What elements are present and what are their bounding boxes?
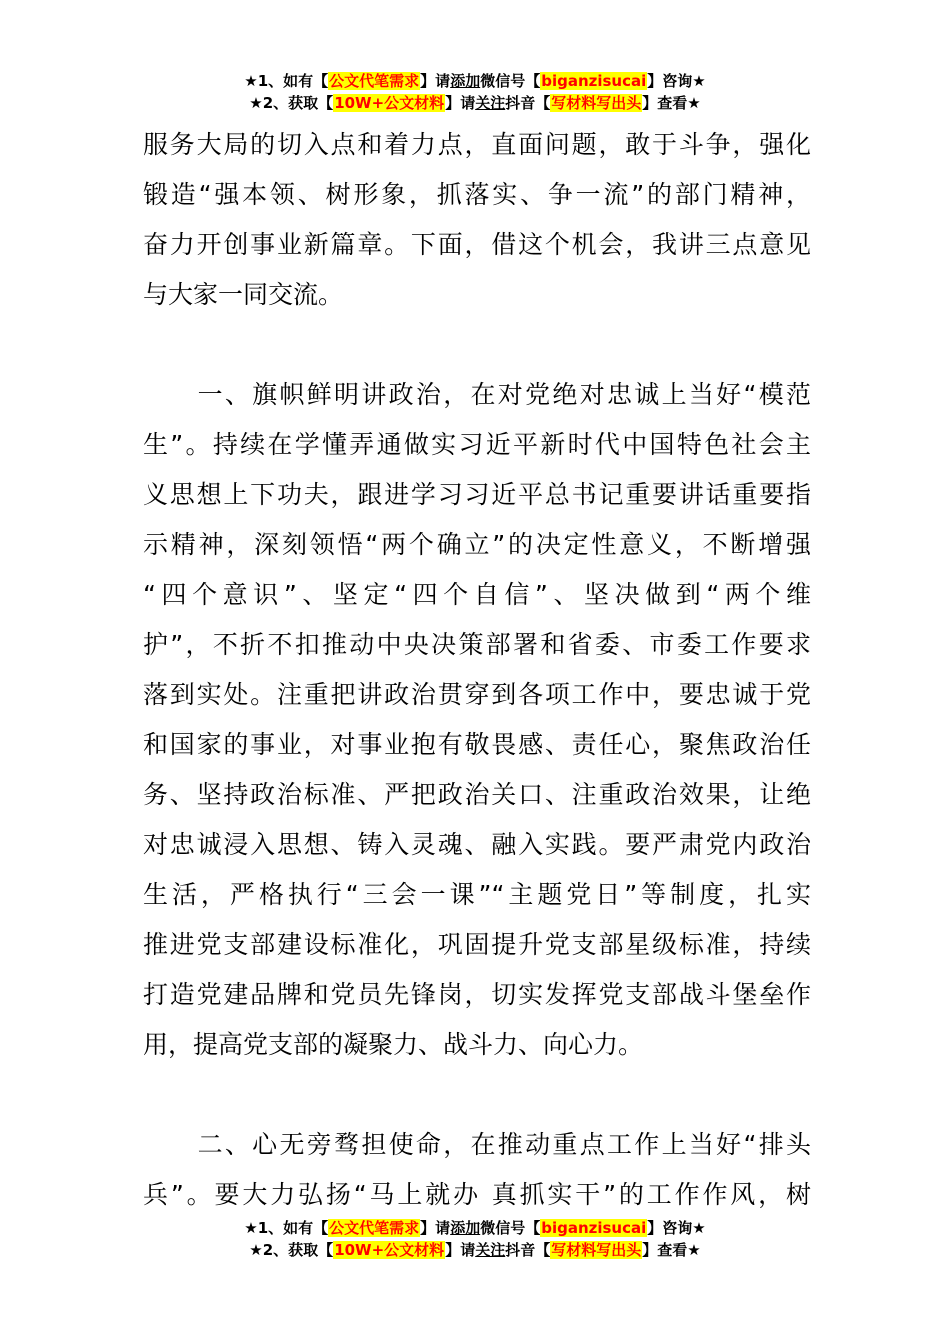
footer-banner [0,1217,950,1261]
footer-banner-line-2: ★2、获取【10W+公文材料】请关注抖音【写材料写出头】查看★ [249,1241,701,1259]
star-icon: ★ [249,94,263,112]
header-banner-line-2: ★2、获取【10W+公文材料】请关注抖音【写材料写出头】查看★ [249,94,701,112]
body-line: 对忠诚浸入思想、铸入灵魂、融入实践。要严肃党内政治 [143,830,811,859]
body-line: “四个意识”、坚定“四个自信”、坚决做到“两个维 [143,580,811,609]
body-line: 用，提高党支部的凝聚力、战斗力、向心力。 [143,1030,644,1059]
body-line: 服务大局的切入点和着力点，直面问题，敢于斗争，强化 [143,130,811,159]
materials-highlight: 10W+公文材料 [334,1241,445,1259]
paragraph-gap [143,1070,811,1120]
body-line: 奋力开创事业新篇章。下面，借这个机会，我讲三点意见 [143,230,811,259]
body-line: 生活，严格执行“三会一课”“主题党日”等制度，扎实 [143,880,811,909]
section-heading-line: 二、心无旁骛担使命，在推动重点工作上当好“排头 [143,1130,811,1159]
body-line: 和国家的事业，对事业抱有敬畏感、责任心，聚焦政治任 [143,730,811,759]
douyin-id-highlight: 写材料写出头 [551,1241,642,1259]
header-banner [0,70,950,114]
star-icon: ★ [249,1241,263,1259]
section-heading-line: 一、旗帜鲜明讲政治，在对党绝对忠诚上当好“模范 [143,380,811,409]
materials-highlight: 10W+公文材料 [334,94,445,112]
wechat-id-highlight: biganzisucai [541,72,647,90]
body-line: 义思想上下功夫，跟进学习习近平总书记重要讲话重要指 [143,480,811,509]
body-line: 示精神，深刻领悟“两个确立”的决定性意义，不断增强 [143,530,811,559]
wechat-id-highlight: biganzisucai [541,1219,647,1237]
body-line: 生”。持续在学懂弄通做实习近平新时代中国特色社会主 [143,430,811,459]
body-line: 护”，不折不扣推动中央决策部署和省委、市委工作要求 [143,630,811,659]
body-line: 锻造“强本领、树形象，抓落实、争一流”的部门精神， [143,180,811,209]
star-icon: ★ [244,1219,258,1237]
paragraph-gap [143,320,811,370]
douyin-id-highlight: 写材料写出头 [551,94,642,112]
body-line: 推进党支部建设标准化，巩固提升党支部星级标准，持续 [143,930,811,959]
footer-banner-line-1: ★1、如有【公文代笔需求】请添加微信号【biganzisucai】咨询★ [244,1219,706,1237]
body-line: 兵”。要大力弘扬“马上就办 真抓实干”的工作作风，树 [143,1180,811,1209]
header-banner-line-1: ★1、如有【公文代笔需求】请添加微信号【biganzisucai】咨询★ [244,72,706,90]
service-highlight: 公文代笔需求 [329,72,420,90]
service-highlight: 公文代笔需求 [329,1219,420,1237]
body-line: 落到实处。注重把讲政治贯穿到各项工作中，要忠诚于党 [143,680,811,709]
body-line: 与大家一同交流。 [143,280,344,309]
star-icon: ★ [244,72,258,90]
body-line: 打造党建品牌和党员先锋岗，切实发挥党支部战斗堡垒作 [143,980,811,1009]
body-line: 务、坚持政治标准、严把政治关口、注重政治效果，让绝 [143,780,811,809]
document-body [143,120,811,1220]
